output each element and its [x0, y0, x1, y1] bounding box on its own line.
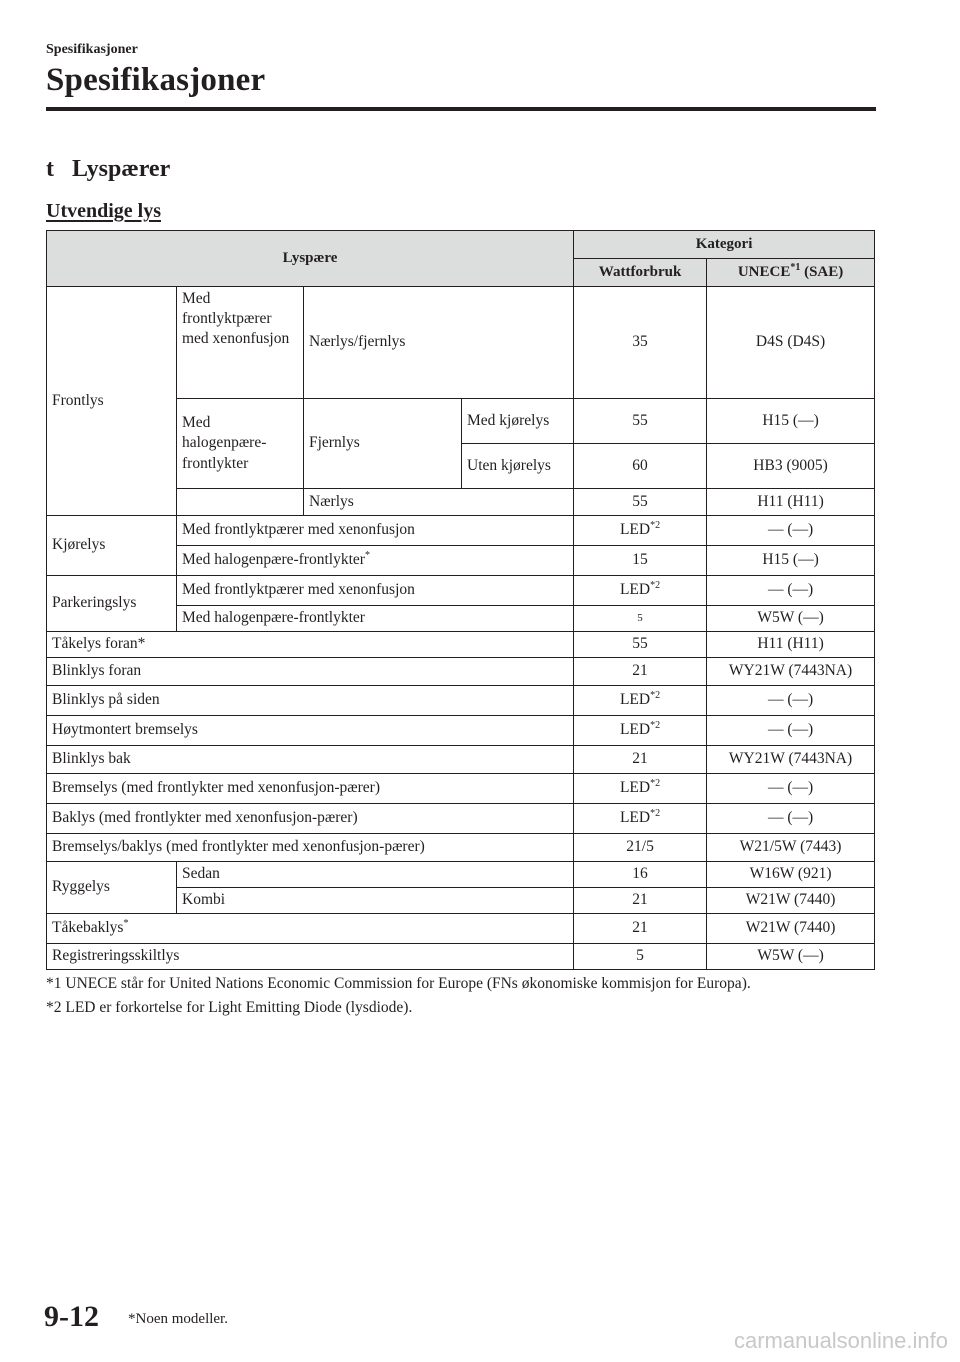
takebaklys-watt: 21 [574, 914, 707, 944]
parkeringslys-xenon-unece: — (—) [707, 576, 875, 606]
ryggelys-kombi-watt: 21 [574, 888, 707, 914]
kjorelys-xenon-watt: LED$^{*2}$ [574, 516, 707, 546]
row-watt: LED$^{*2}$ [574, 716, 707, 746]
bulb-spec-table [46, 230, 875, 970]
section-marker-icon: t [46, 156, 54, 182]
row-watt: LED$^{*2}$ [574, 686, 707, 716]
row-unece: — (—) [707, 686, 875, 716]
parkeringslys-halogen-unece: W5W (—) [707, 606, 875, 632]
frontlys-halogen-spacer [177, 489, 304, 516]
row-label-kjorelys: Kjørelys [47, 516, 177, 576]
ryggelys-kombi-label: Kombi [177, 888, 574, 914]
row-unece: — (—) [707, 804, 875, 834]
table-row [47, 862, 875, 888]
row-label: Baklys (med frontlykter med xenonfusjon-pærer) [47, 804, 574, 834]
parkeringslys-halogen-label: Med halogenpære-frontlykter [177, 606, 574, 632]
frontlys-uten-kjorelys: Uten kjørelys [462, 444, 574, 489]
row-label-frontlys: Frontlys [47, 287, 177, 516]
registrering-unece: W5W (—) [707, 944, 875, 970]
ryggelys-sedan-watt: 16 [574, 862, 707, 888]
footnote: *1 UNECE står for United Nations Economic Commission for Europe (FNs økonomiske kommisjon for Europa). [46, 975, 751, 992]
row-unece: WY21W (7443NA) [707, 658, 875, 686]
row-unece: — (—) [707, 774, 875, 804]
table-header-row [47, 231, 875, 259]
section-title-text: Lyspærer [72, 156, 171, 182]
table-row [47, 944, 875, 970]
frontlys-xenon-unece: D4S (D4S) [707, 287, 875, 399]
chapter-title: Spesifikasjoner [46, 62, 266, 98]
row-unece: H11 (H11) [707, 632, 875, 658]
table-row [47, 804, 875, 834]
page-footnote: *Noen modeller. [128, 1311, 228, 1327]
ryggelys-sedan-unece: W16W (921) [707, 862, 875, 888]
parkeringslys-halogen-watt: 5 [574, 606, 707, 632]
row-label: Høytmontert bremselys [47, 716, 574, 746]
takebaklys-label: Tåkebaklys* [47, 914, 574, 944]
page-number: 9-12 [44, 1300, 99, 1333]
row-unece: W21/5W (7443) [707, 834, 875, 862]
header-kategori: Kategori [574, 231, 875, 259]
row-watt: 55 [574, 632, 707, 658]
row-watt: 21 [574, 746, 707, 774]
row-label: Blinklys foran [47, 658, 574, 686]
registrering-watt: 5 [574, 944, 707, 970]
parkeringslys-xenon-label: Med frontlyktpærer med xenonfusjon [177, 576, 574, 606]
row-label: Blinklys på siden [47, 686, 574, 716]
row-unece: WY21W (7443NA) [707, 746, 875, 774]
frontlys-uten-kjorelys-unece: HB3 (9005) [707, 444, 875, 489]
row-unece: — (—) [707, 716, 875, 746]
frontlys-naerlys: Nærlys [304, 489, 574, 516]
footnote: *2 LED er forkortelse for Light Emitting Diode (lysdiode). [46, 999, 413, 1016]
table-row [47, 834, 875, 862]
kjorelys-xenon-label: Med frontlyktpærer med xenonfusjon [177, 516, 574, 546]
frontlys-halogen-label: Med halogenpære-frontlykter [177, 399, 304, 489]
kjorelys-halogen-unece: H15 (—) [707, 546, 875, 576]
chapter-title-rule [46, 107, 876, 111]
kjorelys-halogen-label: Med halogenpære-frontlykter* [177, 546, 574, 576]
row-label-parkeringslys: Parkeringslys [47, 576, 177, 632]
header-wattforbruk: Wattforbruk [574, 259, 707, 287]
ryggelys-kombi-unece: W21W (7440) [707, 888, 875, 914]
table-row [47, 686, 875, 716]
kjorelys-xenon-unece: — (—) [707, 516, 875, 546]
table-row [47, 287, 875, 399]
header-lyspaere: Lyspære [47, 231, 574, 287]
frontlys-halogen-fjernlys: Fjernlys [304, 399, 462, 489]
row-label: Blinklys bak [47, 746, 574, 774]
frontlys-xenon-label: Med frontlyktpærer med xenonfusjon [177, 287, 304, 399]
row-label: Tåkelys foran* [47, 632, 574, 658]
frontlys-med-kjorelys-unece: H15 (—) [707, 399, 875, 444]
table-row [47, 746, 875, 774]
frontlys-xenon-type: Nærlys/fjernlys [304, 287, 574, 399]
table-row [47, 658, 875, 686]
subsection-title: Utvendige lys [46, 200, 161, 222]
frontlys-xenon-watt: 35 [574, 287, 707, 399]
frontlys-med-kjorelys: Med kjørelys [462, 399, 574, 444]
watermark: carmanualsonline.info [733, 1328, 948, 1353]
footnotes [46, 972, 886, 1020]
table-row [47, 632, 875, 658]
frontlys-naerlys-unece: H11 (H11) [707, 489, 875, 516]
header-unece: UNECE$^{*1}$ (SAE) [707, 259, 875, 287]
table-row [47, 914, 875, 944]
kjorelys-halogen-watt: 15 [574, 546, 707, 576]
section-title [46, 156, 170, 183]
row-label: Bremselys (med frontlykter med xenonfusjon-pærer) [47, 774, 574, 804]
frontlys-uten-kjorelys-watt: 60 [574, 444, 707, 489]
frontlys-naerlys-watt: 55 [574, 489, 707, 516]
row-watt: 21 [574, 658, 707, 686]
table-row [47, 516, 875, 546]
row-watt: LED$^{*2}$ [574, 804, 707, 834]
parkeringslys-xenon-watt: LED$^{*2}$ [574, 576, 707, 606]
row-label: Bremselys/baklys (med frontlykter med xenonfusjon-pærer) [47, 834, 574, 862]
table-row [47, 716, 875, 746]
table-row [47, 774, 875, 804]
running-head: Spesifikasjoner [46, 42, 138, 57]
table-row [47, 576, 875, 606]
registrering-label: Registreringsskiltlys [47, 944, 574, 970]
frontlys-med-kjorelys-watt: 55 [574, 399, 707, 444]
ryggelys-sedan-label: Sedan [177, 862, 574, 888]
takebaklys-unece: W21W (7440) [707, 914, 875, 944]
row-label-ryggelys: Ryggelys [47, 862, 177, 914]
row-watt: 21/5 [574, 834, 707, 862]
row-watt: LED$^{*2}$ [574, 774, 707, 804]
